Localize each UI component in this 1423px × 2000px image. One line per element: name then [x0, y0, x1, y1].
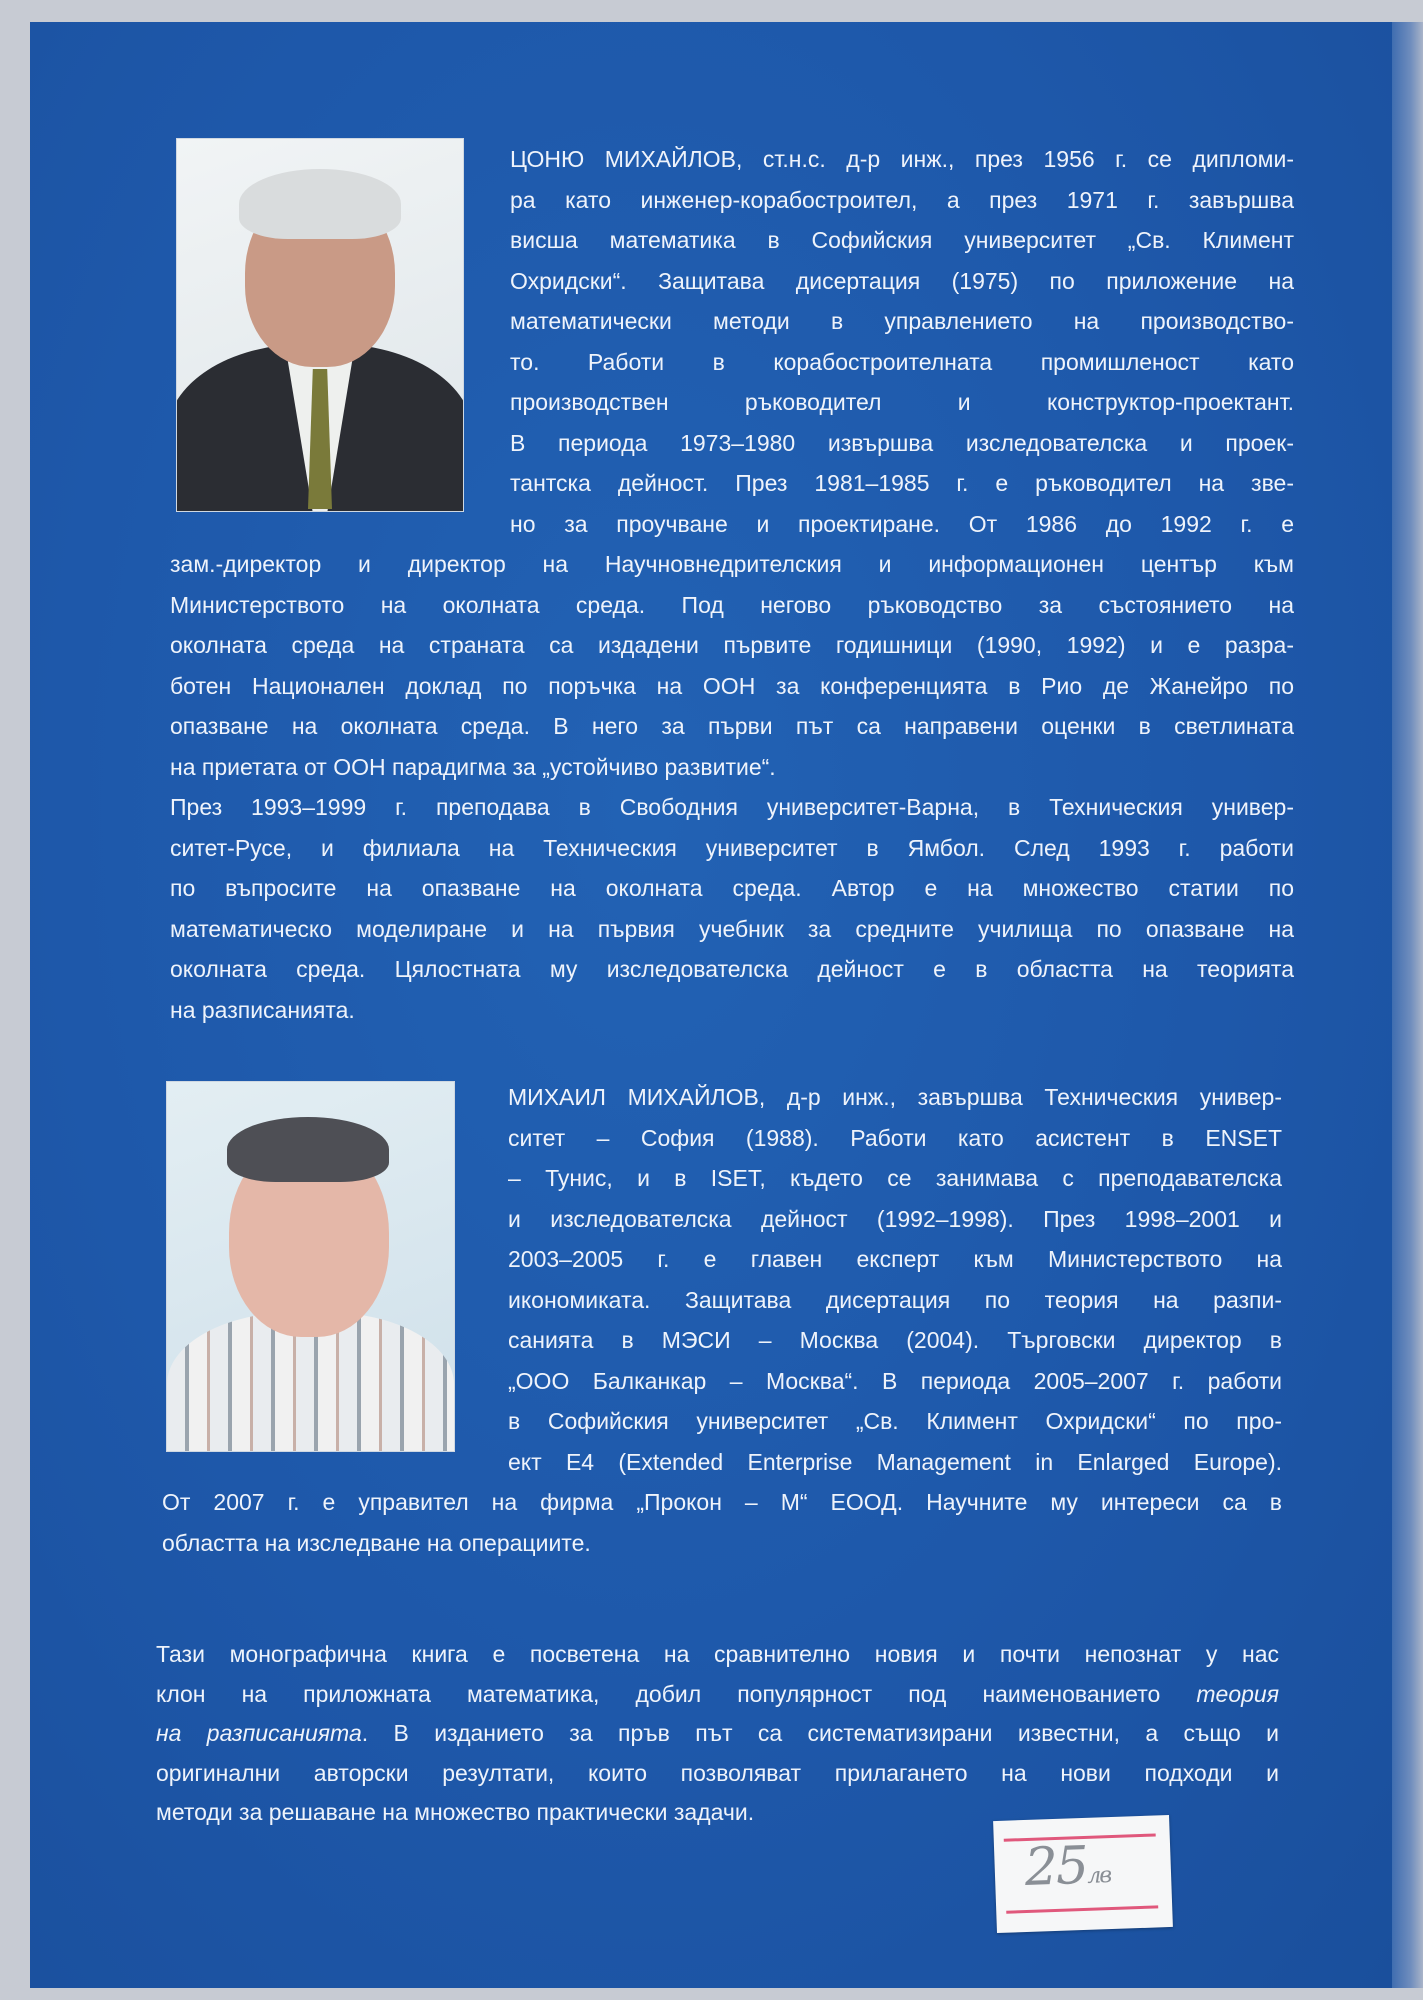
text-segment: оригинални авторски резултати, които позволяват прилагането на нови подходи и	[156, 1759, 1279, 1786]
text-line: МИХАИЛ МИХАЙЛОВ, д-р инж., завършва Техническия универ-	[508, 1084, 1282, 1110]
text-line: „ООО Балканкар – Москва“. В периода 2005–2007 г. работи	[508, 1367, 1282, 1394]
text-line: ра като инженер-корабостроител, а през 1971 г. завършва	[510, 186, 1294, 213]
author-photo-tsonyu-mihaylov	[176, 138, 464, 512]
text-line: и изследователска дейност (1992–1998). През 1998–2001 и	[508, 1205, 1282, 1232]
text-segment: клон на приложната математика, добил популярност под наименованието	[156, 1680, 1197, 1707]
text-line: математическо моделиране и на първия учебник за средните училища по опазване на	[170, 915, 1294, 942]
author-photo-mihail-mihaylov	[166, 1081, 455, 1452]
text-line: на разписанията.	[170, 996, 355, 1023]
text-line: в Софийския университет „Св. Климент Охридски“ по про-	[508, 1408, 1282, 1434]
price-handwritten	[1024, 1835, 1111, 1898]
text-line: ЦОНЮ МИХАЙЛОВ, ст.н.с. д-р инж., през 1956 г. се дипломи-	[510, 146, 1294, 172]
text-line: на приетата от ООН парадигма за „устойчиво развитие“.	[170, 753, 776, 780]
text-line	[156, 1753, 1279, 1794]
price-amount: 25	[1023, 1835, 1088, 1899]
text-line: ситет-Русе, и филиала на Техническия университет в Ямбол. След 1993 г. работи	[170, 834, 1294, 861]
text-line: В периода 1973–1980 извършва изследователска и проек-	[510, 429, 1294, 456]
text-line: тантска дейност. През 1981–1985 г. е ръководител на зве-	[510, 470, 1294, 496]
text-line: През 1993–1999 г. преподава в Свободния университет-Варна, в Техническия универ-	[170, 794, 1294, 820]
text-line: околната среда на страната са издадени първите годишници (1990, 1992) и е разра-	[170, 632, 1294, 658]
text-line	[156, 1674, 1279, 1715]
text-line	[156, 1634, 1279, 1675]
text-line: зам.-директор и директор на Научновнедрителския и информационен център към	[170, 551, 1294, 577]
emphasized-text: теория	[1196, 1680, 1279, 1707]
text-line: санията в МЭСИ – Москва (2004). Търговски директор в	[508, 1327, 1282, 1353]
text-line: ботен Национален доклад по поръчка на ООН за конференцията в Рио де Жанейро по	[170, 672, 1294, 699]
price-sticker-line	[1006, 1905, 1158, 1913]
text-line: 2003–2005 г. е главен експерт към Министерството на	[508, 1246, 1282, 1272]
text-line: – Тунис, и в ISET, където се занимава с преподавателска	[508, 1165, 1282, 1191]
text-line: висша математика в Софийския университет „Св. Климент	[510, 227, 1294, 253]
text-line: Охридски“. Защитава дисертация (1975) по приложение на	[510, 267, 1294, 294]
price-sticker	[993, 1815, 1173, 1933]
text-line: ект E4 (Extended Enterprise Management in Enlarged Europe).	[508, 1448, 1282, 1475]
text-line: областта на изследване на операциите.	[162, 1529, 591, 1556]
text-line: опазване на околната среда. В него за първи път са направени оценки в светлината	[170, 713, 1294, 739]
text-line: икономиката. Защитава дисертация по теория на разпи-	[508, 1286, 1282, 1313]
text-line: но за проучване и проектиране. От 1986 до 1992 г. е	[510, 510, 1294, 537]
text-segment: Тази монографична книга е посветена на сравнително новия и почти непознат у нас	[156, 1641, 1279, 1667]
text-line	[156, 1713, 1279, 1754]
text-line: производствен ръководител и конструктор-проектант.	[510, 389, 1294, 415]
price-currency: лв	[1086, 1863, 1111, 1889]
emphasized-text: на разписанията	[156, 1720, 362, 1746]
text-line: по въпросите на опазване на околната среда. Автор е на множество статии по	[170, 875, 1294, 901]
text-segment: . В изданието за пръв път са систематизирани известни, а също и	[361, 1720, 1279, 1746]
text-line: Министерството на околната среда. Под негово ръководство за състоянието на	[170, 591, 1294, 618]
text-line: то. Работи в корабостроителната промишленост като	[510, 348, 1294, 375]
text-line: околната среда. Цялостната му изследователска дейност е в областта на теорията	[170, 956, 1294, 982]
text-line: От 2007 г. е управител на фирма „Прокон – М“ ЕООД. Научните му интереси са в	[162, 1489, 1282, 1515]
book-spine-edge	[1392, 22, 1423, 1988]
text-line: математически методи в управлението на производство-	[510, 308, 1294, 334]
text-segment: методи за решаване на множество практически задачи.	[156, 1799, 755, 1825]
text-line: ситет – София (1988). Работи като асистент в ENSET	[508, 1124, 1282, 1151]
